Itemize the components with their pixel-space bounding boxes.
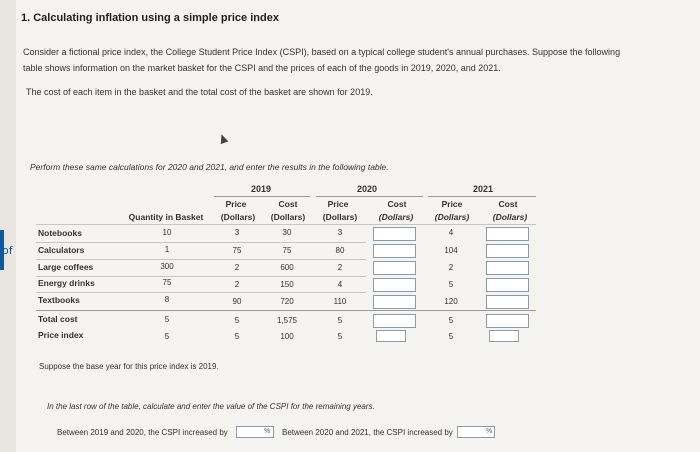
price-2019-header: Price [225,199,247,209]
price-2020-cell: 3 [337,228,343,237]
dollars-header: (Dollars) [378,212,414,222]
row-rule [36,259,366,260]
price-2020-cell: 5 [337,332,343,341]
price-2021-cell: 5 [448,280,454,289]
question-title: 1. Calculating inflation using a simple price index [21,12,279,24]
total-rule [36,310,536,311]
cost-2019-cell: 600 [280,263,294,272]
percent-sign: % [486,428,493,435]
cost-2021-input[interactable] [486,261,529,275]
price-index-label: Price index [38,330,84,340]
qty-cell: 5 [164,315,170,324]
year-2021-header: 2021 [473,184,494,194]
cost-2020-input[interactable] [373,261,416,275]
price-2021-cell: 5 [448,332,454,341]
price-2021-header: Price [441,199,463,209]
cost-2020-input[interactable] [373,295,416,309]
cost-2021-input[interactable] [486,295,529,309]
cost-2019-cell: 150 [280,280,294,289]
row-rule [36,242,366,243]
total-cost-2020-input[interactable] [373,314,416,328]
year-2020-rule [316,196,423,197]
row-rule [36,292,366,293]
qty-cell: 1 [164,245,170,254]
dollars-header: (Dollars) [270,212,306,222]
cost-2020-header: Cost [387,199,407,209]
total-cost-2021-input[interactable] [486,314,529,328]
price-2020-cell: 5 [337,316,343,325]
basket-note: The cost of each item in the basket and the total cost of the basket are shown for 2019. [26,87,373,97]
cost-2019-header: Cost [278,199,298,209]
price-index-2020-input[interactable] [376,330,406,342]
year-2021-rule [428,196,536,197]
left-edge-text: of [2,244,13,257]
price-2019-cell: 5 [234,332,240,341]
cost-2021-input[interactable] [486,278,529,292]
qty-cell: 300 [160,262,174,271]
price-2019-cell: 2 [234,263,240,272]
price-2020-cell: 110 [333,297,347,306]
dollars-header: (Dollars) [492,212,528,222]
qty-cell: 10 [162,228,172,237]
cost-2020-input[interactable] [373,244,416,258]
price-2020-cell: 2 [337,263,343,272]
price-2021-cell: 5 [448,316,454,325]
qty-cell: 75 [162,278,172,287]
price-2021-cell: 2 [448,263,454,272]
quantity-header: Quantity in Basket [128,212,204,222]
base-year-note: Suppose the base year for this price index is 2019. [39,362,219,371]
percent-sign: % [264,428,271,435]
row-label: Energy drinks [38,278,95,288]
dollars-header: (Dollars) [220,212,256,222]
year-2020-header: 2020 [357,184,378,194]
price-2020-cell: 4 [337,280,343,289]
price-2019-cell: 75 [232,246,242,255]
cost-2021-input[interactable] [486,227,529,241]
price-index-2021-input[interactable] [489,330,519,342]
increase-2019-2020-label: Between 2019 and 2020, the CSPI increased by [57,428,228,437]
year-2019-rule [214,196,310,197]
price-2019-cell: 90 [232,297,242,306]
total-cost-label: Total cost [38,314,78,324]
price-2021-cell: 4 [448,228,454,237]
row-label: Large coffees [38,262,94,272]
cost-2019-cell: 30 [282,228,292,237]
price-2019-cell: 5 [234,316,240,325]
price-2021-cell: 104 [444,246,458,255]
qty-cell: 8 [164,295,170,304]
cost-2021-header: Cost [498,199,518,209]
header-rule [36,224,536,225]
cost-2021-input[interactable] [486,244,529,258]
qty-cell: 5 [164,332,170,341]
cost-2020-input[interactable] [373,227,416,241]
year-2019-header: 2019 [251,184,272,194]
price-2021-cell: 120 [444,297,458,306]
row-label: Textbooks [38,295,80,305]
cost-2019-cell: 720 [280,297,294,306]
cost-2019-cell: 1,575 [276,316,298,325]
increase-2020-2021-label: Between 2020 and 2021, the CSPI increased by [282,428,453,437]
price-2020-header: Price [327,199,349,209]
cost-2020-input[interactable] [373,278,416,292]
left-edge-panel [0,0,16,452]
price-2019-cell: 2 [234,280,240,289]
intro-paragraph: Consider a fictional price index, the College Student Price Index (CSPI), based on a typical college student's annual purchases. Suppose the following table shows information on the market basket for the CSPI and the prices of each of the goods in 2019, 2020, and 2021. [23,47,621,73]
cost-2019-cell: 75 [282,246,292,255]
row-label: Calculators [38,245,85,255]
dollars-header: (Dollars) [434,212,470,222]
price-2019-cell: 3 [234,228,240,237]
price-2020-cell: 80 [335,246,345,255]
instructions: Perform these same calculations for 2020 and 2021, and enter the results in the following table. [30,162,389,172]
dollars-header: (Dollars) [322,212,358,222]
cost-2019-cell: 100 [280,332,294,341]
row-label: Notebooks [38,228,82,238]
last-row-note: In the last row of the table, calculate and enter the value of the CSPI for the remaining years. [47,402,375,411]
row-rule [36,276,366,277]
